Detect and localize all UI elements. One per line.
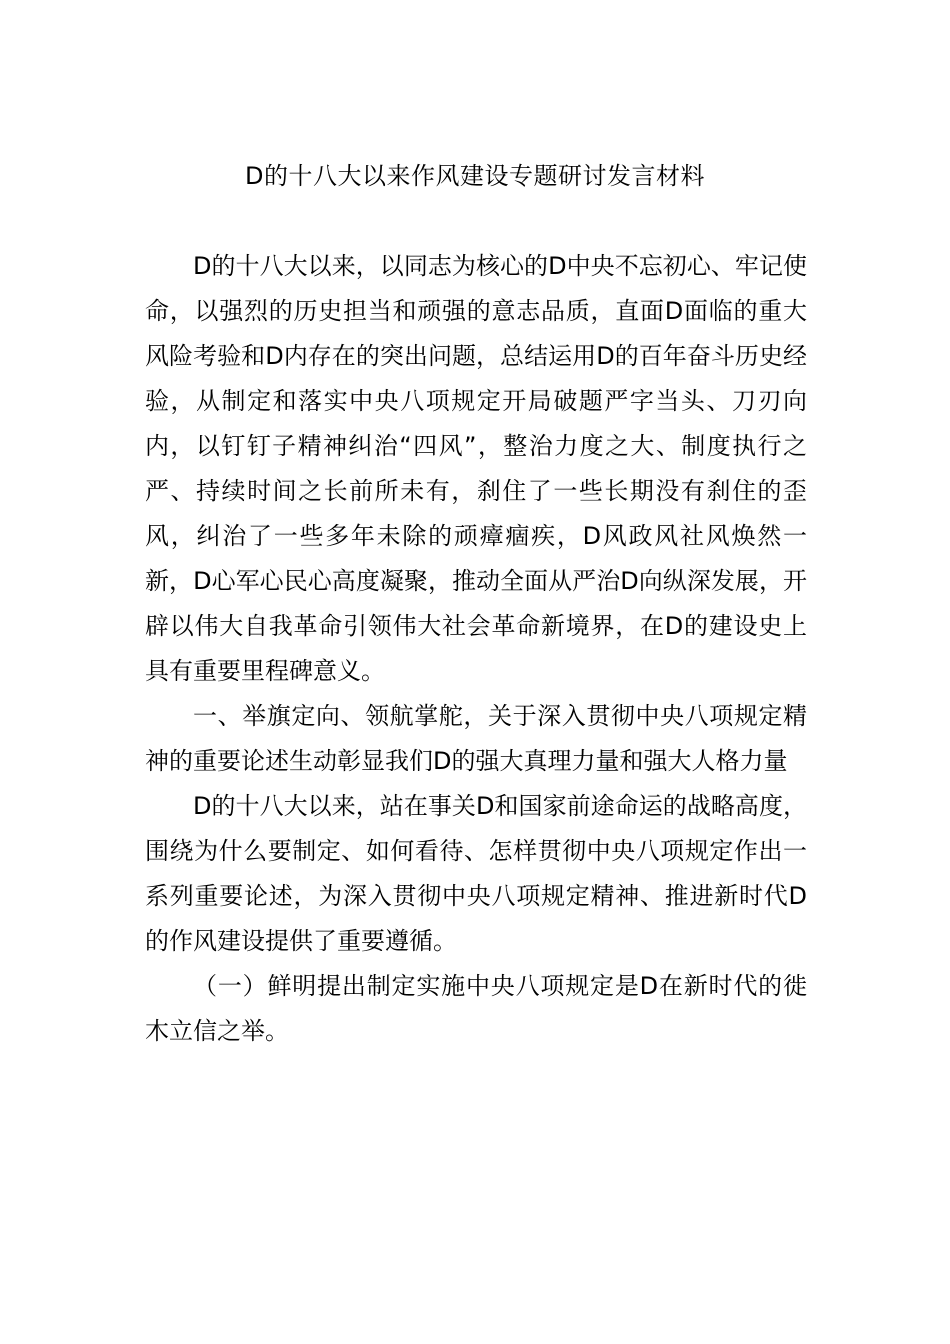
subsection-heading-1: （一）鲜明提出制定实施中央八项规定是D在新时代的徙木立信之举。: [145, 972, 807, 1045]
section-heading-1: 一、举旗定向、领航掌舵，关于深入贯彻中央八项规定精神的重要论述生动彰显我们D的强大真理力量和强大人格力量: [145, 702, 807, 775]
paragraph-section-1: D的十八大以来，站在事关D和国家前途命运的战略高度，围绕为什么要制定、如何看待、怎样贯彻中央八项规定作出一系列重要论述，为深入贯彻中央八项规定精神、推进新时代D的作风建设提供了重要遵循。: [145, 792, 807, 955]
document-title: D的十八大以来作风建设专题研讨发言材料: [245, 162, 705, 190]
paragraph-intro: D的十八大以来，以同志为核心的D中央不忘初心、牢记使命，以强烈的历史担当和顽强的意志品质，直面D面临的重大风险考验和D内存在的突出问题，总结运用D的百年奋斗历史经验，从制定和落实中央八项规定开局破题严字当头、刀刃向内，以钉钉子精神纠治“四风”，整治力度之大、制度执行之严、持续时间之长前所未有，刹住了一些长期没有刹住的歪风，纠治了一些多年未除的顽瘴痼疾，D风政风社风焕然一新，D心军心民心高度凝聚，推动全面从严治D向纵深发展，开辟以伟大自我革命引领伟大社会革命新境界，在D的建设史上具有重要里程碑意义。: [145, 252, 807, 685]
document-body: [145, 244, 807, 1054]
